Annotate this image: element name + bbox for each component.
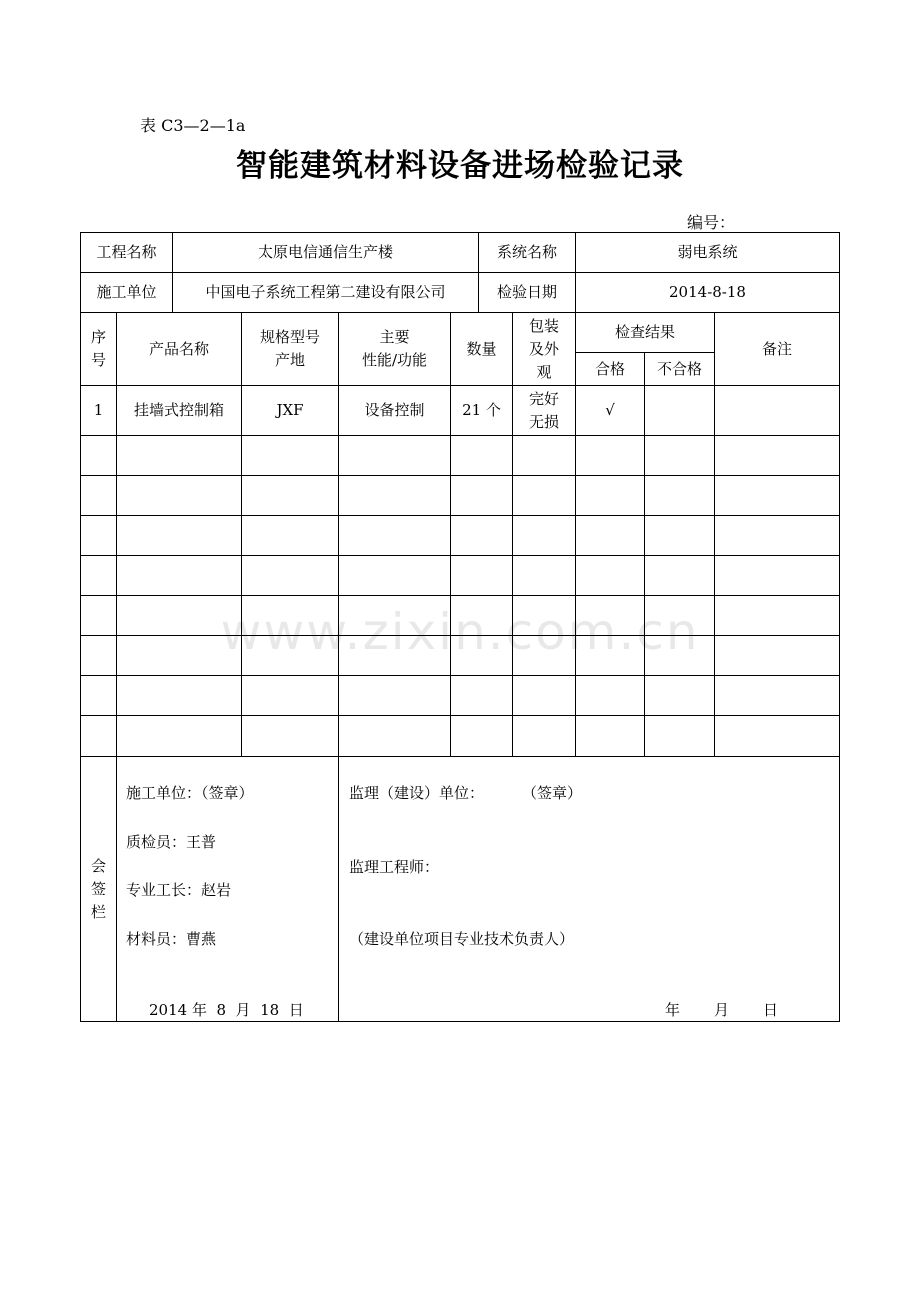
- inspection-date-label: 检验日期: [496, 283, 557, 301]
- table-border-bottom: [80, 1021, 840, 1022]
- system-name-label: 系统名称: [496, 243, 557, 261]
- item-packaging: [513, 386, 575, 435]
- project-name-value: 太原电信通信生产楼: [257, 243, 393, 261]
- watermark: www.zixin.com.cn: [220, 603, 700, 661]
- header-packaging: [513, 313, 575, 385]
- header-function: [339, 313, 450, 385]
- header-remarks: 备注: [761, 339, 792, 358]
- supervisor-unit-label: 监理（建设）单位：: [349, 784, 485, 802]
- site-foreman: 专业工长：赵岩: [126, 881, 232, 899]
- serial-number-label: 编号：: [687, 213, 736, 232]
- header-result: 检查结果: [614, 323, 675, 341]
- signoff-label-char: 会: [90, 856, 106, 875]
- column-divider: [338, 756, 339, 1021]
- quality-inspector: 质检员：王普: [126, 833, 217, 851]
- item-function: 设备控制: [364, 401, 425, 419]
- item-spec: JXF: [276, 401, 304, 419]
- header-seq-line: 号: [90, 351, 106, 369]
- form-code: 表 C3—2—1a: [140, 116, 246, 135]
- signoff-label-char: 签: [90, 879, 106, 898]
- contractor-seal: 施工单位：（签章）: [126, 784, 254, 802]
- item-fail: [645, 386, 714, 435]
- header-product-name: 产品名称: [148, 339, 209, 358]
- header-seq-line: 序: [90, 328, 106, 346]
- row-divider: [80, 595, 840, 596]
- row-divider: [80, 756, 840, 757]
- owner-representative: （建设单位项目专业技术负责人）: [349, 930, 575, 948]
- header-quantity: 数量: [466, 339, 497, 358]
- supervisor-date-year: 年: [665, 1001, 681, 1019]
- contractor-label: 施工单位: [96, 283, 157, 301]
- project-name-label: 工程名称: [96, 243, 157, 261]
- item-remarks: [715, 386, 839, 435]
- item-product-name: 挂墙式控制箱: [133, 401, 224, 419]
- contractor-value: 中国电子系统工程第二建设有限公司: [205, 283, 446, 301]
- document-title: 智能建筑材料设备进场检验记录: [236, 148, 684, 184]
- item-pass-check: √: [605, 401, 615, 419]
- column-divider: [116, 756, 117, 1021]
- header-packaging-line: 及外: [528, 339, 559, 358]
- row-divider: [80, 675, 840, 676]
- item-packaging-line: 完好: [528, 389, 559, 408]
- header-packaging-line: 包装: [528, 316, 559, 335]
- item-seq: 1: [93, 401, 104, 419]
- row-divider: [80, 475, 840, 476]
- supervisor-date-day: 日: [763, 1001, 779, 1019]
- row-divider: [80, 555, 840, 556]
- table-border-right: [839, 232, 840, 1022]
- row-divider: [80, 715, 840, 716]
- header-spec-line: 规格型号: [259, 328, 320, 346]
- material-clerk: 材料员：曹燕: [126, 930, 217, 948]
- item-quantity: 21 个: [462, 401, 501, 419]
- header-packaging-line: 观: [536, 362, 552, 381]
- header-spec: [242, 313, 338, 385]
- header-pass: 合格: [594, 359, 625, 378]
- supervising-engineer: 监理工程师：: [349, 858, 440, 876]
- signoff-label: [81, 757, 116, 1021]
- row-divider: [80, 635, 840, 636]
- header-function-line: 性能/功能: [361, 351, 428, 369]
- system-name-value: 弱电系统: [677, 243, 738, 261]
- supervisor-date-month: 月: [714, 1001, 730, 1019]
- signoff-label-char: 栏: [90, 902, 106, 921]
- header-fail: 不合格: [656, 359, 702, 378]
- row-divider: [80, 435, 840, 436]
- item-packaging-line: 无损: [528, 412, 559, 431]
- row-divider: [80, 515, 840, 516]
- header-seq: [81, 313, 116, 385]
- contractor-sign-date: 2014 年 8 月 18 日: [149, 1001, 304, 1019]
- supervisor-seal: （签章）: [522, 784, 583, 802]
- inspection-date-value: 2014-8-18: [669, 283, 746, 301]
- header-function-line: 主要: [379, 328, 410, 346]
- header-spec-line: 产地: [274, 351, 305, 369]
